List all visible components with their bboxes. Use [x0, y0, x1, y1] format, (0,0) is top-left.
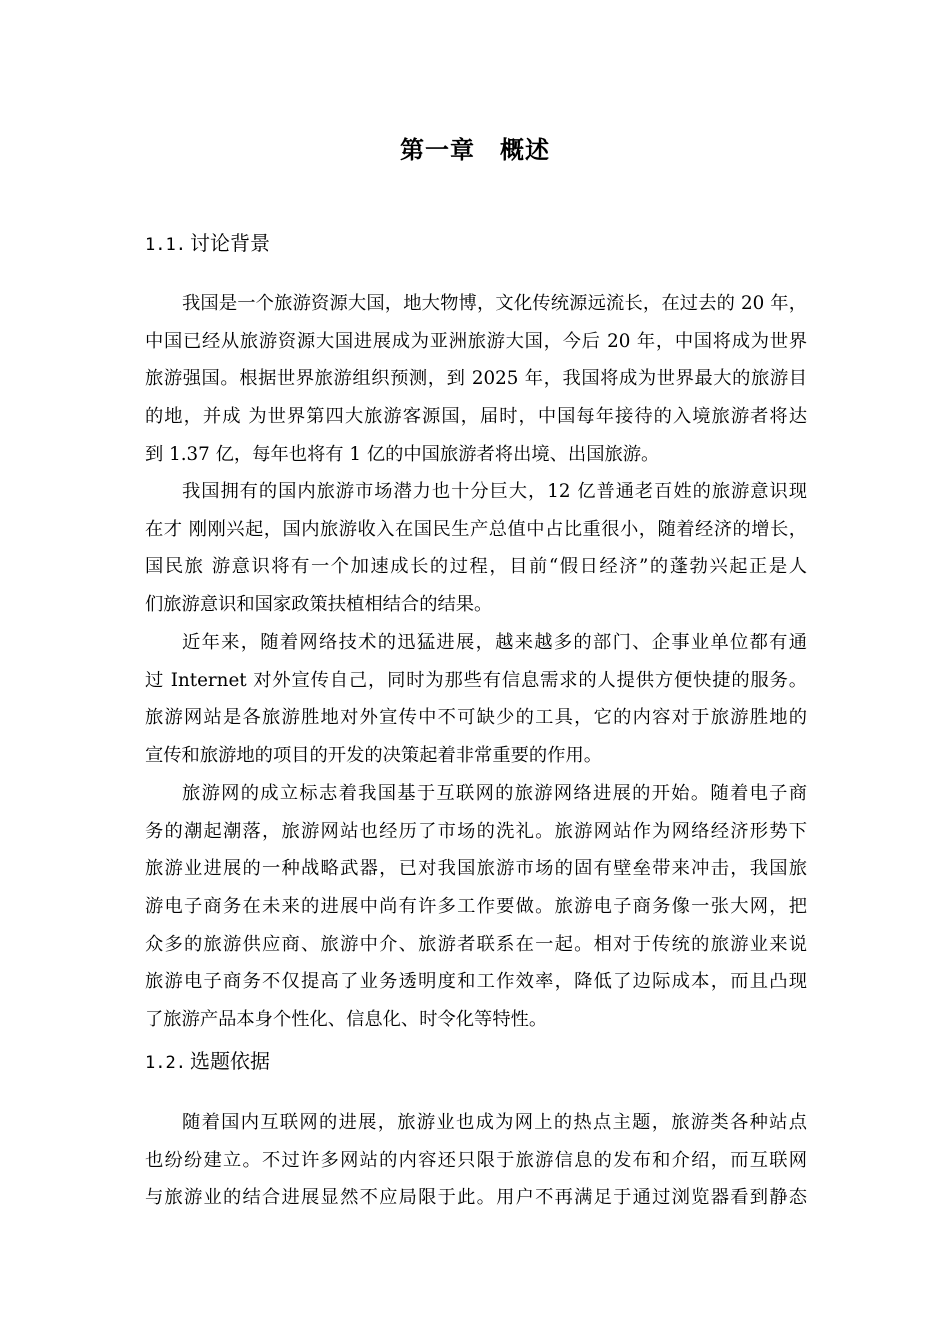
chapter-title: 第一章 概述	[400, 136, 550, 164]
paragraph-line: 旅游电子商务不仅提高了业务透明度和工作效率，降低了边际成本，而且凸现	[145, 971, 807, 993]
paragraph-line: 旅游业进展的一种战略武器，已对我国旅游市场的固有壁垒带来冲击，我国旅	[145, 858, 807, 880]
paragraph-line: 们旅游意识和国家政策扶植相结合的结果。	[145, 594, 493, 616]
paragraph-background-1	[145, 285, 807, 473]
paragraph-background-3	[145, 624, 807, 775]
paragraph-line: 国民旅 游意识将有一个加速成长的过程，目前“假日经济”的蓬勃兴起正是人	[145, 556, 807, 578]
paragraph-line: 近年来，随着网络技术的迅猛进展，越来越多的部门、企事业单位都有通	[182, 632, 807, 653]
paragraph-background-4	[145, 775, 807, 1039]
paragraph-line: 我国是一个旅游资源大国，地大物博，文化传统源远流长，在过去的 20 年，	[182, 293, 807, 314]
section-number: 1.1.	[145, 235, 186, 255]
paragraph-line: 与旅游业的结合进展显然不应局限于此。用户不再满足于通过浏览器看到静态	[145, 1187, 807, 1209]
paragraph-line: 旅游网站是各旅游胜地对外宣传中不可缺少的工具，它的内容对于旅游胜地的	[145, 707, 807, 729]
paragraph-line: 了旅游产品本身个性化、信息化、时令化等特性。	[145, 1009, 548, 1031]
paragraph-background-2	[145, 473, 807, 624]
paragraph-topic-basis-1	[145, 1104, 807, 1217]
paragraph-line: 到 1.37 亿，每年也将有 1 亿的中国旅游者将出境、出国旅游。	[145, 443, 660, 465]
section-title: 选题依据	[189, 1049, 270, 1073]
paragraph-line: 的地，并成 为世界第四大旅游客源国，届时，中国每年接待的入境旅游者将达	[145, 406, 807, 428]
paragraph-line: 宣传和旅游地的项目的开发的决策起着非常重要的作用。	[145, 745, 603, 767]
paragraph-line: 旅游网的成立标志着我国基于互联网的旅游网络进展的开始。随着电子商	[182, 783, 807, 804]
section-number: 1.2.	[145, 1053, 186, 1073]
section-heading-1-1	[145, 228, 270, 260]
paragraph-line: 旅游强国。根据世界旅游组织预测，到 2025 年，我国将成为世界最大的旅游目	[145, 368, 807, 390]
paragraph-line: 在才 刚刚兴起，国内旅游收入在国民生产总值中占比重很小，随着经济的增长，	[145, 518, 807, 540]
paragraph-line: 我国拥有的国内旅游市场潜力也十分巨大，12 亿普通老百姓的旅游意识现	[182, 481, 807, 502]
section-title: 讨论背景	[189, 231, 270, 255]
paragraph-line: 过 Internet 对外宣传自己，同时为那些有信息需求的人提供方便快捷的服务。	[145, 669, 807, 691]
paragraph-line: 众多的旅游供应商、旅游中介、旅游者联系在一起。相对于传统的旅游业来说	[145, 933, 807, 955]
paragraph-line: 也纷纷建立。不过许多网站的内容还只限于旅游信息的发布和介绍，而互联网	[145, 1149, 807, 1171]
section-heading-1-2	[145, 1046, 270, 1078]
paragraph-line: 游电子商务在未来的进展中尚有许多工作要做。旅游电子商务像一张大网，把	[145, 896, 807, 918]
paragraph-line: 随着国内互联网的进展，旅游业也成为网上的热点主题，旅游类各种站点	[182, 1112, 807, 1133]
paragraph-line: 中国已经从旅游资源大国进展成为亚洲旅游大国，今后 20 年，中国将成为世界	[145, 330, 807, 352]
paragraph-line: 务的潮起潮落，旅游网站也经历了市场的洗礼。旅游网站作为网络经济形势下	[145, 820, 807, 842]
